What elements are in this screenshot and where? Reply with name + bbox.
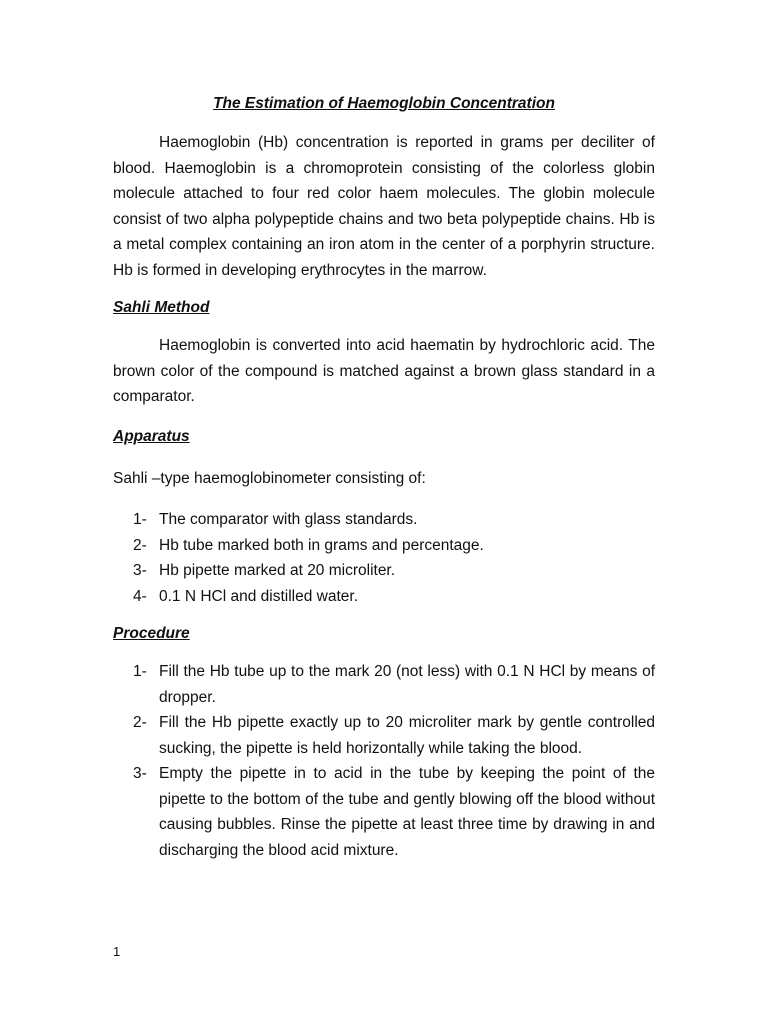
list-item-text: Hb tube marked both in grams and percentage. [159,536,484,554]
list-item-text: Hb pipette marked at 20 microliter. [159,562,396,579]
intro-text: Haemoglobin (Hb) concentration is reported in grams per deciliter of blood. Haemoglobin is a chromoprotein consisting of the colorless globin molecule attached to four red color haem molecules. The globin molecule consist of two alpha polypeptide chains and two beta polypeptide chains. Hb is a metal complex containing an iron atom in the center of a porphyrin structure. Hb is formed in developing erythrocytes in the marrow. [113,134,655,279]
list-item-number: 2- [133,714,147,731]
apparatus-heading: Apparatus [113,428,190,445]
list-item-number: 3- [133,562,147,579]
page-title: The Estimation of Haemoglobin Concentration [213,95,555,112]
list-item-number: 1- [133,511,147,528]
list-item [133,507,655,533]
apparatus-list [133,507,655,609]
list-item-text: Fill the Hb tube up to the mark 20 (not less) with 0.1 N HCl by means of dropper. [159,663,655,706]
list-item-text: 0.1 N HCl and distilled water. [159,587,359,605]
list-item-text: The comparator with glass standards. [159,511,418,528]
list-item [133,659,655,710]
list-item-number: 2- [133,536,147,554]
intro-paragraph [113,130,655,284]
list-item [133,584,655,610]
list-item [133,558,655,584]
sahli-method-paragraph [113,333,655,410]
list-item-number: 4- [133,587,147,605]
list-item-text: Empty the pipette in to acid in the tube by keeping the point of the pipette to the bottom of the tube and gently blowing off the blood without causing bubbles. Rinse the pipette at least three time by drawing in and discharging the blood acid mixture. [159,765,655,859]
procedure-list [133,659,655,863]
list-item-text: Fill the Hb pipette exactly up to 20 microliter mark by gentle controlled sucking, the pipette is held horizontally while taking the blood. [159,714,655,757]
list-item-number: 1- [133,663,147,680]
procedure-heading: Procedure [113,625,190,642]
list-item-number: 3- [133,765,147,782]
list-item [133,533,655,559]
list-item [133,761,655,863]
apparatus-intro: Sahli –type haemoglobinometer consisting of: [113,470,426,487]
list-item [133,710,655,761]
sahli-method-heading: Sahli Method [113,299,210,316]
sahli-method-text: Haemoglobin is converted into acid haematin by hydrochloric acid. The brown color of the compound is matched against a brown glass standard in a comparator. [113,337,655,406]
page-number: 1 [113,944,121,959]
